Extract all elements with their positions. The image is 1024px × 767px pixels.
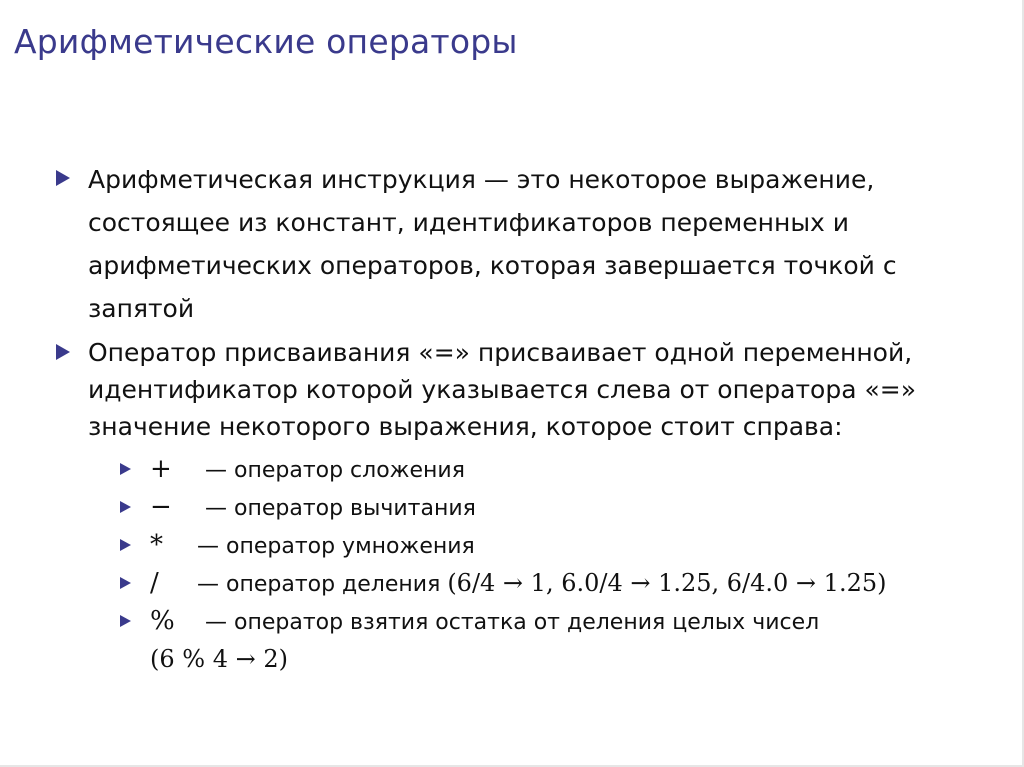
triangle-bullet-icon — [120, 501, 131, 513]
list-item-modulo — [120, 603, 1006, 679]
operator-symbol: + — [150, 454, 172, 484]
division-examples: (6/4 → 1, 6.0/4 → 1.25, 6/4.0 → 1.25) — [447, 569, 887, 597]
operator-description: — оператор вычитания — [205, 496, 476, 521]
triangle-bullet-icon — [120, 539, 131, 551]
list-item-minus — [120, 489, 1006, 527]
bullet-text: Оператор присваивания «=» присваивает одной переменной, идентификатор которой указывается слева от оператора «=» значение некоторого выражения, которое стоит справа: — [88, 338, 917, 441]
list-item-multiply — [120, 527, 1006, 565]
modulo-example: (6 % 4 → 2) — [150, 645, 288, 673]
operator-symbol: / — [150, 568, 159, 598]
triangle-bullet-icon — [56, 344, 70, 360]
triangle-bullet-icon — [120, 463, 131, 475]
list-item-divide — [120, 565, 1006, 603]
bullet-text: Арифметическая инструкция — это некоторое выражение, состоящее из констант, идентификаторов переменных и арифметических операторов, которая завершается точкой с запятой — [88, 165, 897, 323]
list-item-plus — [120, 451, 1006, 489]
triangle-bullet-icon — [120, 615, 131, 627]
operator-description: — оператор умножения — [197, 534, 475, 559]
operator-symbol: % — [150, 606, 175, 636]
bullet-arithmetic-instruction — [56, 158, 1006, 330]
triangle-bullet-icon — [120, 577, 131, 589]
operator-description: — оператор деления — [197, 572, 441, 597]
bullet-assignment-operator — [56, 334, 1006, 679]
slide-title: Арифметические операторы — [14, 22, 518, 61]
operator-list — [120, 451, 1006, 679]
operator-description: — оператор взятия остатка от деления целых чисел — [205, 610, 820, 635]
operator-symbol: − — [150, 492, 172, 522]
operator-description: — оператор сложения — [205, 458, 465, 483]
slide-content — [56, 158, 1006, 683]
operator-symbol: * — [150, 530, 163, 560]
triangle-bullet-icon — [56, 170, 70, 186]
